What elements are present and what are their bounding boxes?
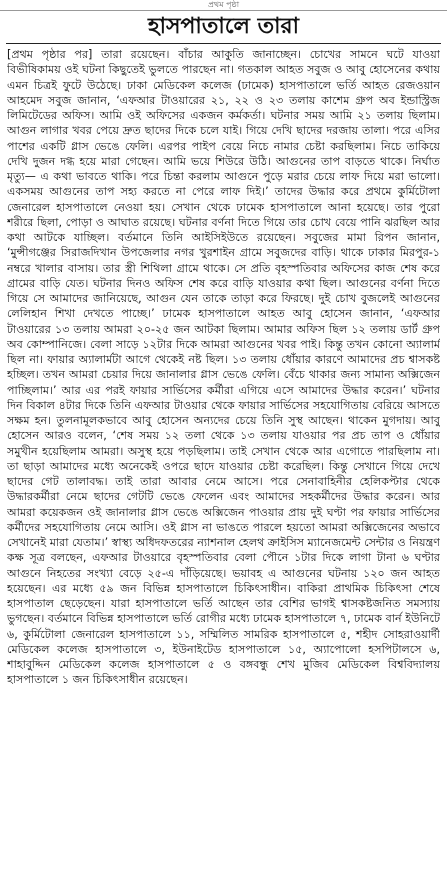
article-body — [7, 47, 440, 875]
top-strip: প্রথম পৃষ্ঠা — [0, 0, 447, 11]
headline-rule — [6, 43, 441, 44]
article-text: তারা রয়েছেন। বাঁচার আকুতি জানাচ্ছেন। চোখের সামনে ঘটে যাওয়া বিভীষিকাময় ওই ঘটনা কিছুতেই ভুলতে পারছেন না। গতকাল আহত সবুজ ও আবু হোসেনের কথায় এমন চিত্রই ফুটে উঠেছে। ঢাকা মেডিকেল কলেজ (ঢামেক) হাসপাতালে ভর্তি আহত রেজওয়ান আহমেদ সবুজ জানান, ‘এফআর টাওয়ারের ২১, ২২ ও ২৩ তলায় কাশেম গ্রুপ অব ইন্ডাস্ট্রিজ লিমিটেডের অফিস। আমি ওই অফিসের একজন কর্মকর্তা। ঘটনার সময় আমি ২১ তলায় ছিলাম। আগুন লাগার খবর পেয়ে দ্রুত ছাদের দিকে চলে যাই। গিয়ে দেখি ছাদের দরজায় তালা। পরে এসির পাশের একটি গ্লাস ভেঙে ফেলি। এরপর পাইপ বেয়ে নিচে নামার চেষ্টা করছিলাম। নিচে তাকিয়ে দেখি দুজন দগ্ধ হয়ে মারা গেছেন। আমি ভয়ে শিউরে উঠি। আগুনের তাপ বাড়তে থাকে। নির্ঘাত মৃত্যু— এ কথা ভাবতে থাকি। পরে চিন্তা করলাম আগুনে পুড়ে মরার চেয়ে লাফ দিয়ে মরা ভালো। একসময় আগুনের তাপ সহ্য করতে না পেরে লাফ দিই।’ তাদের উদ্ধার করে প্রথমে কুর্মিটোলা জেনারেল হাসপাতালে নেওয়া হয়। সেখান থেকে ঢামেক হাসপাতালে আনা হয়েছে। তার পুরো শরীরে ছিলা, পোড়া ও আঘাত রয়েছে। ঘটনার বর্ণনা দিতে গিয়ে তার চোখ বেয়ে পানি ঝরছিল আর কথা আটকে যাচ্ছিল। বর্তমানে তিনি আইসিইউতে রয়েছেন। সবুজের মামা রিপন জানান, ‘মুন্সীগঞ্জের সিরাজদিখান উপজেলার নগর খুরশাইন গ্রামে সবুজদের বাড়ি। থাকে ঢাকার মিরপুর-১ নম্বরে খালার বাসায়। তার স্ত্রী শিথিলা গ্রামে থাকে। সে প্রতি বৃহস্পতিবার অফিসের কাজ শেষ করে গ্রামের বাড়ি যেত। ঘটনার দিনও অফিস শেষ করে বাড়ি যাওয়ার কথা ছিল। আগুনের বর্ণনা দিতে গিয়ে সে আমাদের জানিয়েছে, আগুন যেন তাকে তাড়া করে ফিরছে। দুই চোখ বুজলেই আগুনের লেলিহান শিখা দেখতে পাচ্ছে।’ ঢামেক হাসপাতালে আহত আবু হোসেন জানান, ‘এফআর টাওয়ারের ১৩ তলায় আমরা ২০-২৫ জন আটকা ছিলাম। আমার অফিস ছিল ১২ তলায় ডার্ট গ্রুপ অব কোম্পানিজে। বেলা সাড়ে ১২টার দিকে আমরা আগুনের খবর পাই। কিন্তু তখন কোনো অ্যালার্ম ছিল না। ফায়ার অ্যালার্মটা আগে থেকেই নষ্ট ছিল। ১৩ তলায় ধোঁয়ার কারণে আমাদের প্রচ শ্বাসকষ্ট হচ্ছিল। তখন আমরা চেয়ার দিয়ে জানালার গ্লাস ভেঙে ফেলি। বেঁচে থাকার জন্য সামান্য অক্সিজেন পাচ্ছিলাম।’ আর এর পরই ফায়ার সার্ভিসের কর্মীরা এগিয়ে এসে আমাদের উদ্ধার করেন।’ ঘটনার দিন বিকাল ৪টার দিকে তিনি এফআর টাওয়ার থেকে ফায়ার সার্ভিসের সহযোগিতায় বেরিয়ে আসতে সক্ষম হন। তুলনামূলকভাবে আবু হোসেন অন্যদের চেয়ে তিনি সুস্থ আছেন। থাকেন মুগদায়। আবু হোসেন আরও বলেন, ‘শেষ সময় ১২ তলা থেকে ১৩ তলায় যাওয়ার পর প্রচ তাপ ও ধোঁয়ার সমুখীন হয়েছিলাম আমরা। অসুস্থ হয়ে পড়ছিলাম। তাই সেখান থেকে আর এগোতে পারছিলাম না। তা ছাড়া আমাদের মধ্যে অনেকেই ওপরে ছাদে যাওয়ার চেষ্টা করেছিল। কিন্তু সেখানে গিয়ে দেখে ছাদের গেট তালাবদ্ধ। তাই তারা আবার নেমে আসে। পরে সেনাবাহিনীর হেলিকপ্টার থেকে উদ্ধারকর্মীরা নেমে ছাদের গেটটি ভেঙে ফেলেন এবং আমাদের সহকর্মীদের উদ্ধার করেন। আর আমরা কয়েকজন ওই জানালার গ্লাস ভেঙে অক্সিজেন পাওয়ার প্রায় দুই ঘণ্টা পর ফায়ার সার্ভিসের কর্মীদের সহযোগিতায় নেমে আসি। ওই গ্লাস না ভাঙতে পারলে হয়তো আমরা অক্সিজেনের অভাবে সেখানেই মারা যেতাম।’ স্বাস্থ্য অধিদফতরের ন্যাশনাল হেলথ ক্রাইসিস ম্যানেজমেন্ট সেন্টার ও নিয়ন্ত্রণ কক্ষ সূত্র বলছেন, এফআর টাওয়ারে বৃহস্পতিবার বেলা পৌনে ১টার দিকে লাগা টানা ৬ ঘণ্টার আগুনে নিহতের সংখ্যা বেড়ে ২৫-এ দাঁড়িয়েছে। ভয়াবহ এ আগুনের ঘটনায় ১২০ জন আহত হয়েছেন। এর মধ্যে ৫৯ জন বিভিন্ন হাসপাতালে চিকিৎসাধীন। বাকিরা প্রাথমিক চিকিৎসা শেষে হাসপাতাল ছেড়েছেন। যারা হাসপাতালে ভর্তি আছেন তার বেশির ভাগই শ্বাসকষ্টজনিত সমস্যায় ভুগছেন। বর্তমানে বিভিন্ন হাসপাতালে ভর্তি রোগীর মধ্যে ঢামেক হাসপাতালে ৭, ঢামেক বার্ন ইউনিটে ৬, কুর্মিটোলা জেনারেল হাসপাতালে ১১, সম্মিলিত সামরিক হাসপাতালে ৫, শহীদ সোহরাওয়ার্দী মেডিকেল কলেজ হাসপাতালে ৩, ইউনাইটেড হাসপাতালে ১৫, অ্যাপোলো হসপিটালসে ৬, শাহাবুদ্দিন মেডিকেল কলেজ হাসপাতালে ৫ ও বঙ্গবন্ধু শেখ মুজিব মেডিকেল বিশ্ববিদ্যালয় হাসপাতালে ১ জন চিকিৎসাধীন রয়েছেন। — [7, 48, 440, 687]
continuation-marker: [প্রথম পৃষ্ঠার পর] — [7, 48, 93, 61]
article-paragraph — [7, 47, 440, 688]
headline: হাসপাতালে তারা — [148, 14, 299, 39]
